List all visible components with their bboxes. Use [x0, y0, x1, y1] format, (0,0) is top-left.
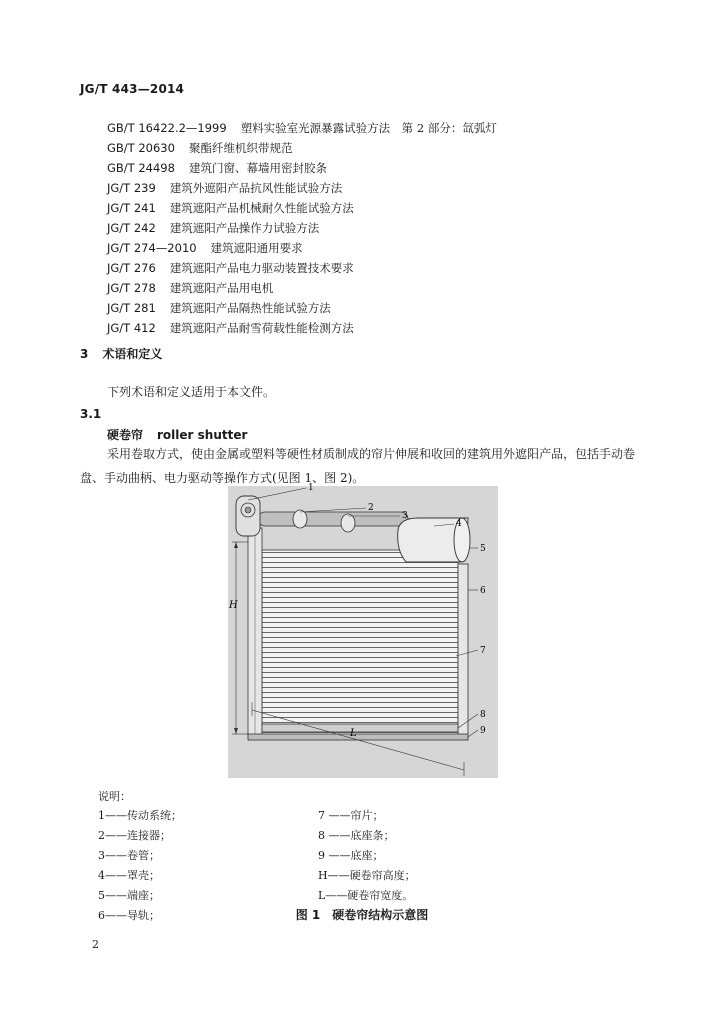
figure-caption	[0, 906, 724, 923]
section-heading	[80, 345, 162, 362]
legend-item: 7 ——帘片；	[318, 809, 384, 822]
reference-title: 建筑遮阳产品用电机	[169, 281, 274, 295]
figure-title: 硬卷帘结构示意图	[332, 908, 429, 922]
reference-code: JG/T 412	[107, 321, 156, 335]
term-heading	[107, 426, 247, 443]
reference-item	[107, 318, 667, 338]
callout-9: 9	[480, 726, 486, 736]
curtain-slats	[262, 550, 458, 736]
callout-2: 2	[368, 503, 374, 513]
roller-shutter-figure	[228, 478, 498, 778]
reference-code: JG/T 241	[107, 201, 156, 215]
reference-code: JG/T 239	[107, 181, 156, 195]
reference-code: JG/T 278	[107, 281, 156, 295]
right-guide-rail	[458, 564, 468, 736]
reference-title: 建筑遮阳产品机械耐久性能试验方法	[169, 201, 354, 215]
callout-5: 5	[480, 544, 486, 554]
bottom-bar	[262, 724, 458, 732]
reference-title: 建筑遮阳产品耐雪荷载性能检测方法	[169, 321, 354, 335]
reference-item	[107, 278, 667, 298]
reference-item	[107, 298, 667, 318]
figure-number: 图 1	[295, 908, 321, 922]
legend-item: 1——传动系统；	[98, 809, 182, 822]
reference-title: 聚酯纤维机织带规范	[188, 141, 293, 155]
callout-6: 6	[480, 586, 486, 596]
section-title: 术语和定义	[102, 347, 163, 361]
reference-title: 塑料实验室光源暴露试验方法 第 2 部分：氙弧灯	[240, 121, 497, 135]
legend-right-column	[318, 806, 416, 906]
intro-paragraph: 下列术语和定义适用于本文件。	[107, 385, 276, 399]
term-chinese: 硬卷帘	[107, 428, 144, 442]
reference-item	[107, 138, 667, 158]
reference-item	[107, 238, 667, 258]
reference-title: 建筑遮阳产品操作力试验方法	[169, 221, 320, 235]
legend-item: 4——罩壳；	[98, 869, 160, 882]
legend-item: 6——导轨；	[98, 909, 160, 922]
legend-title: 说明：	[98, 790, 131, 803]
term-definition: 采用卷取方式，使由金属或塑料等硬性材质制成的帘片伸展和收回的建筑用外遮阳产品，包括手动卷盘、手动曲柄、电力驱动等操作方式(见图 1、图 2)。	[80, 447, 636, 485]
dimension-h-label: H	[229, 600, 238, 611]
legend-item: 5——端座；	[98, 889, 160, 902]
roller-shutter-diagram	[228, 478, 498, 778]
clause-number: 3.1	[80, 407, 102, 421]
callout-8: 8	[480, 710, 486, 720]
reference-code: GB/T 16422.2—1999	[107, 121, 227, 135]
callout-1: 1	[308, 483, 314, 493]
reference-code: JG/T 281	[107, 301, 156, 315]
legend-item: L——硬卷帘宽度。	[318, 889, 414, 902]
base	[248, 734, 468, 740]
reference-item	[107, 198, 667, 218]
page-number: 2	[92, 938, 99, 951]
reference-item	[107, 178, 667, 198]
reference-title: 建筑遮阳通用要求	[210, 241, 303, 255]
reference-item	[107, 118, 667, 138]
roller-tube	[258, 512, 408, 526]
reference-code: GB/T 24498	[107, 161, 175, 175]
callout-3: 3	[402, 511, 408, 521]
reference-item	[107, 218, 667, 238]
reference-code: JG/T 276	[107, 261, 156, 275]
reference-code: GB/T 20630	[107, 141, 175, 155]
legend-item: 8 ——底座条；	[318, 829, 395, 842]
drive-system	[236, 496, 260, 536]
standard-code: JG/T 443—2014	[80, 82, 185, 96]
reference-title: 建筑门窗、幕墙用密封胶条	[188, 161, 327, 175]
reference-item	[107, 258, 667, 278]
section-number: 3	[80, 347, 89, 361]
reference-title: 建筑遮阳产品电力驱动装置技术要求	[169, 261, 354, 275]
reference-item	[107, 158, 667, 178]
reference-title: 建筑外遮阳产品抗风性能试验方法	[169, 181, 343, 195]
reference-code: JG/T 274—2010	[107, 241, 197, 255]
normative-references-list	[107, 118, 667, 338]
legend-item: H——硬卷帘高度；	[318, 869, 416, 882]
dimension-l-label: L	[350, 728, 357, 739]
callout-7: 7	[480, 646, 486, 656]
legend-item: 9 ——底座；	[318, 849, 384, 862]
legend-item: 3——卷管；	[98, 849, 160, 862]
reference-title: 建筑遮阳产品隔热性能试验方法	[169, 301, 331, 315]
reference-code: JG/T 242	[107, 221, 156, 235]
term-english: roller shutter	[157, 428, 248, 442]
callout-4: 4	[456, 519, 462, 529]
legend-item: 2——连接器；	[98, 829, 171, 842]
